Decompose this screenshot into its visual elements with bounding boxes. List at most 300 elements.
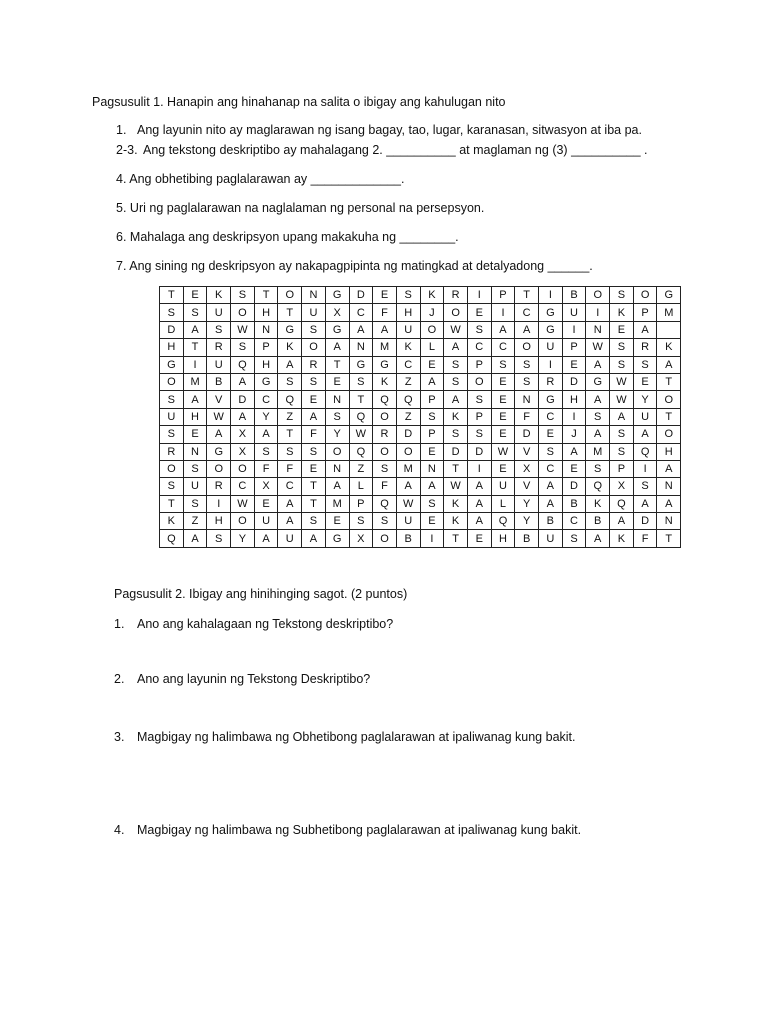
word-search-cell: W	[444, 478, 468, 495]
word-search-cell: M	[373, 339, 397, 356]
test1-item-1	[116, 122, 642, 138]
word-search-cell: N	[420, 460, 444, 477]
item-text: Ang layunin nito ay maglarawan ng isang bagay, tao, lugar, karanasan, sitwasyon at iba pa.	[137, 123, 642, 137]
word-search-cell: E	[491, 426, 515, 443]
word-search-cell: B	[562, 287, 586, 304]
word-search-cell: S	[420, 408, 444, 425]
word-search-cell: S	[633, 356, 657, 373]
word-search-cell: U	[302, 304, 326, 321]
word-search-cell: P	[467, 408, 491, 425]
item-number: 1.	[116, 123, 127, 137]
word-search-cell: E	[420, 356, 444, 373]
word-search-cell: K	[657, 339, 681, 356]
word-search-cell: S	[231, 339, 255, 356]
word-search-cell: O	[373, 408, 397, 425]
word-search-cell: A	[610, 513, 634, 530]
word-search-cell: E	[325, 373, 349, 390]
word-search-cell: R	[302, 356, 326, 373]
word-search-cell: A	[183, 391, 207, 408]
word-search-cell: S	[491, 356, 515, 373]
word-search-cell: T	[278, 426, 302, 443]
word-search-cell: U	[491, 478, 515, 495]
word-search-cell: Z	[183, 513, 207, 530]
word-search-cell: A	[657, 495, 681, 512]
word-search-cell: G	[657, 287, 681, 304]
word-search-cell: B	[586, 513, 610, 530]
word-search-cell: C	[539, 408, 563, 425]
word-search-cell: P	[491, 287, 515, 304]
word-search-cell: X	[325, 304, 349, 321]
word-search-cell: S	[325, 408, 349, 425]
word-search-cell: N	[586, 321, 610, 338]
word-search-cell: A	[586, 530, 610, 547]
word-search-cell: Y	[515, 513, 539, 530]
word-search-cell: X	[349, 530, 373, 547]
word-search-cell: R	[444, 287, 468, 304]
word-search-cell: A	[420, 373, 444, 390]
word-search-cell: S	[302, 321, 326, 338]
test1-item-4	[116, 171, 404, 187]
word-search-cell: E	[491, 391, 515, 408]
word-search-cell: P	[349, 495, 373, 512]
word-search-cell: O	[420, 321, 444, 338]
item-text: Uri ng paglalarawan na naglalaman ng personal na persepsyon.	[129, 201, 485, 215]
word-search-cell: S	[467, 321, 491, 338]
word-search-cell: S	[610, 287, 634, 304]
word-search-cell: W	[231, 495, 255, 512]
word-search-cell: L	[420, 339, 444, 356]
word-search-cell: T	[657, 373, 681, 390]
word-search-cell: P	[562, 339, 586, 356]
word-search-cell: M	[657, 304, 681, 321]
word-search-cell: A	[562, 443, 586, 460]
word-search-cell: A	[444, 391, 468, 408]
word-search-cell: A	[373, 321, 397, 338]
word-search-cell: M	[183, 373, 207, 390]
word-search-cell: E	[491, 408, 515, 425]
item-number: 4.	[116, 172, 127, 186]
word-search-cell: S	[278, 373, 302, 390]
word-search-cell: N	[325, 460, 349, 477]
word-search-cell: G	[586, 373, 610, 390]
word-search-cell: Q	[349, 408, 373, 425]
word-search-cell: G	[325, 287, 349, 304]
word-search-cell: T	[254, 287, 278, 304]
word-search-cell: E	[491, 460, 515, 477]
word-search-cell: S	[302, 443, 326, 460]
word-search-cell: U	[562, 304, 586, 321]
word-search-cell: A	[207, 426, 231, 443]
word-search-cell: N	[515, 391, 539, 408]
word-search-cell: E	[302, 460, 326, 477]
word-search-cell: T	[444, 530, 468, 547]
word-search-row	[160, 460, 681, 477]
word-search-cell: S	[183, 304, 207, 321]
word-search-cell: A	[278, 356, 302, 373]
word-search-cell: C	[396, 356, 420, 373]
word-search-cell: O	[373, 530, 397, 547]
test2-item-3	[114, 729, 576, 745]
word-search-cell: R	[633, 339, 657, 356]
word-search-cell: G	[254, 373, 278, 390]
word-search-cell: A	[278, 495, 302, 512]
word-search-cell: A	[633, 426, 657, 443]
word-search-cell: Q	[373, 391, 397, 408]
word-search-cell: N	[183, 443, 207, 460]
item-text: Magbigay ng halimbawa ng Subhetibong paglalarawan at ipaliwanag kung bakit.	[137, 823, 582, 837]
word-search-cell: Q	[633, 443, 657, 460]
word-search-cell: P	[420, 426, 444, 443]
word-search-cell: E	[467, 304, 491, 321]
word-search-cell: U	[254, 513, 278, 530]
word-search-cell: I	[420, 530, 444, 547]
word-search-cell: E	[610, 321, 634, 338]
test1-item-2-3	[116, 142, 648, 158]
word-search-cell: S	[539, 443, 563, 460]
word-search-cell: P	[610, 460, 634, 477]
word-search-row	[160, 391, 681, 408]
word-search-cell: S	[515, 373, 539, 390]
word-search-row	[160, 287, 681, 304]
word-search-cell: I	[633, 460, 657, 477]
word-search-cell: H	[254, 356, 278, 373]
word-search-cell: O	[302, 339, 326, 356]
word-search-cell: U	[160, 408, 184, 425]
word-search-row	[160, 356, 681, 373]
word-search-cell: O	[325, 443, 349, 460]
word-search-cell: T	[183, 339, 207, 356]
word-search-cell: X	[515, 460, 539, 477]
word-search-cell: A	[491, 321, 515, 338]
word-search-cell: N	[254, 321, 278, 338]
word-search-cell: Y	[325, 426, 349, 443]
word-search-cell: O	[396, 443, 420, 460]
word-search-cell: D	[396, 426, 420, 443]
word-search-cell: K	[396, 339, 420, 356]
word-search-cell: D	[515, 426, 539, 443]
word-search-cell: A	[633, 495, 657, 512]
word-search-cell: T	[302, 478, 326, 495]
word-search-cell: U	[633, 408, 657, 425]
word-search-cell: A	[302, 408, 326, 425]
word-search-cell: L	[349, 478, 373, 495]
word-search-cell: C	[278, 478, 302, 495]
word-search-cell: E	[183, 287, 207, 304]
word-search-cell: I	[539, 287, 563, 304]
word-search-cell: B	[396, 530, 420, 547]
word-search-cell: G	[325, 321, 349, 338]
word-search-cell: G	[325, 530, 349, 547]
item-text: Ang tekstong deskriptibo ay mahalagang 2. __________ at maglaman ng (3) __________ .	[143, 143, 648, 157]
word-search-cell: C	[254, 391, 278, 408]
word-search-cell: T	[349, 391, 373, 408]
item-number: 2-3.	[116, 143, 138, 157]
word-search-cell: A	[586, 391, 610, 408]
word-search-cell: E	[539, 426, 563, 443]
word-search-cell: V	[515, 478, 539, 495]
word-search-cell: S	[586, 460, 610, 477]
word-search-cell: I	[183, 356, 207, 373]
word-search-grid	[159, 286, 681, 548]
word-search-cell: H	[491, 530, 515, 547]
item-number: 7.	[116, 259, 127, 273]
word-search-cell: T	[657, 530, 681, 547]
word-search-cell: U	[183, 478, 207, 495]
word-search-cell: A	[657, 356, 681, 373]
word-search-cell: Q	[396, 391, 420, 408]
word-search-cell: Y	[231, 530, 255, 547]
test1-item-5	[116, 200, 484, 216]
word-search-cell: S	[160, 304, 184, 321]
word-search-cell: T	[302, 495, 326, 512]
word-search-cell: D	[562, 373, 586, 390]
word-search-cell: S	[302, 373, 326, 390]
word-search-cell	[657, 321, 681, 338]
word-search-cell: E	[633, 373, 657, 390]
test2-item-2	[114, 671, 370, 687]
word-search-cell: Q	[373, 495, 397, 512]
word-search-cell: X	[231, 426, 255, 443]
word-search-cell: I	[586, 304, 610, 321]
word-search-cell: C	[562, 513, 586, 530]
word-search-cell: F	[373, 304, 397, 321]
word-search-cell: P	[467, 356, 491, 373]
word-search-cell: S	[610, 339, 634, 356]
word-search-cell: F	[278, 460, 302, 477]
word-search-cell: W	[396, 495, 420, 512]
item-text: Ang obhetibing paglalarawan ay _____________.	[129, 172, 405, 186]
word-search-row	[160, 321, 681, 338]
word-search-cell: N	[657, 513, 681, 530]
word-search-cell: W	[610, 373, 634, 390]
word-search-cell: N	[302, 287, 326, 304]
word-search-cell: A	[467, 513, 491, 530]
word-search-cell: E	[562, 356, 586, 373]
word-search-cell: E	[420, 513, 444, 530]
word-search-cell: F	[302, 426, 326, 443]
word-search-cell: H	[207, 513, 231, 530]
word-search-cell: C	[467, 339, 491, 356]
test2-title: Pagsusulit 2. Ibigay ang hinihinging sagot. (2 puntos)	[114, 587, 408, 601]
word-search-cell: L	[491, 495, 515, 512]
word-search-cell: B	[539, 513, 563, 530]
word-search-cell: S	[254, 443, 278, 460]
word-search-cell: T	[325, 356, 349, 373]
word-search-cell: B	[515, 530, 539, 547]
word-search-cell: S	[610, 443, 634, 460]
item-number: 3.	[114, 730, 125, 744]
word-search-row	[160, 304, 681, 321]
word-search-cell: C	[231, 478, 255, 495]
item-number: 6.	[116, 230, 127, 244]
word-search-cell: M	[586, 443, 610, 460]
word-search-cell: Q	[160, 530, 184, 547]
word-search-cell: O	[444, 304, 468, 321]
word-search-cell: R	[207, 339, 231, 356]
word-search-cell: A	[444, 339, 468, 356]
word-search-cell: K	[444, 408, 468, 425]
word-search-row	[160, 513, 681, 530]
item-text: Ang sining ng deskripsyon ay nakapagpipinta ng matingkad at detalyadong ______.	[129, 259, 593, 273]
word-search-cell: A	[467, 478, 491, 495]
word-search-cell: H	[254, 304, 278, 321]
word-search-cell: T	[278, 304, 302, 321]
word-search-cell: S	[278, 443, 302, 460]
word-search-cell: S	[373, 513, 397, 530]
word-search-cell: P	[254, 339, 278, 356]
word-search-cell: A	[278, 513, 302, 530]
word-search-cell: O	[657, 391, 681, 408]
word-search-cell: U	[539, 530, 563, 547]
word-search-cell: X	[231, 443, 255, 460]
word-search-cell: I	[467, 287, 491, 304]
word-search-cell: O	[231, 304, 255, 321]
word-search-cell: S	[207, 321, 231, 338]
word-search-cell: F	[373, 478, 397, 495]
word-search-cell: O	[467, 373, 491, 390]
word-search-cell: R	[539, 373, 563, 390]
item-text: Ano ang layunin ng Tekstong Deskriptibo?	[137, 672, 371, 686]
word-search-cell: S	[467, 426, 491, 443]
word-search-row	[160, 339, 681, 356]
word-search-row	[160, 478, 681, 495]
word-search-cell: Z	[278, 408, 302, 425]
word-search-cell: K	[278, 339, 302, 356]
word-search-row	[160, 495, 681, 512]
word-search-cell: B	[562, 495, 586, 512]
word-search-cell: A	[325, 339, 349, 356]
word-search-cell: S	[160, 426, 184, 443]
word-search-cell: U	[396, 513, 420, 530]
word-search-cell: A	[349, 321, 373, 338]
word-search-cell: C	[515, 304, 539, 321]
word-search-cell: F	[515, 408, 539, 425]
word-search-cell: D	[231, 391, 255, 408]
word-search-row	[160, 373, 681, 390]
word-search-cell: X	[254, 478, 278, 495]
word-search-cell: D	[562, 478, 586, 495]
word-search-cell: A	[183, 321, 207, 338]
word-search-cell: K	[444, 513, 468, 530]
word-search-cell: S	[373, 460, 397, 477]
word-search-cell: R	[373, 426, 397, 443]
word-search-cell: C	[539, 460, 563, 477]
item-number: 4.	[114, 823, 125, 837]
word-search-cell: O	[231, 460, 255, 477]
word-search-cell: E	[254, 495, 278, 512]
word-search-cell: K	[444, 495, 468, 512]
word-search-cell: A	[420, 478, 444, 495]
word-search-cell: O	[373, 443, 397, 460]
word-search-cell: A	[467, 495, 491, 512]
word-search-cell: S	[444, 373, 468, 390]
word-search-cell: Q	[278, 391, 302, 408]
word-search-cell: J	[562, 426, 586, 443]
word-search-cell: H	[657, 443, 681, 460]
word-search-cell: E	[467, 530, 491, 547]
word-search-cell: S	[444, 356, 468, 373]
word-search-cell: H	[183, 408, 207, 425]
item-text: Magbigay ng halimbawa ng Obhetibong paglalarawan at ipaliwanag kung bakit.	[137, 730, 576, 744]
word-search-cell: G	[278, 321, 302, 338]
word-search-cell: G	[160, 356, 184, 373]
word-search-cell: N	[325, 391, 349, 408]
word-search-cell: S	[467, 391, 491, 408]
word-search-cell: O	[586, 287, 610, 304]
word-search-cell: Z	[396, 373, 420, 390]
word-search-cell: M	[396, 460, 420, 477]
word-search-cell: V	[515, 443, 539, 460]
word-search-cell: I	[491, 304, 515, 321]
word-search-cell: R	[160, 443, 184, 460]
word-search-cell: A	[586, 426, 610, 443]
word-search-cell: Q	[231, 356, 255, 373]
word-search-cell: E	[373, 287, 397, 304]
word-search-cell: W	[491, 443, 515, 460]
item-text: Ano ang kahalagaan ng Tekstong deskriptibo?	[137, 617, 394, 631]
word-search-cell: S	[160, 391, 184, 408]
word-search-cell: D	[633, 513, 657, 530]
word-search-cell: W	[586, 339, 610, 356]
item-number: 2.	[114, 672, 125, 686]
word-search-cell: E	[183, 426, 207, 443]
word-search-cell: E	[562, 460, 586, 477]
word-search-cell: P	[420, 391, 444, 408]
word-search-cell: A	[325, 478, 349, 495]
word-search-cell: S	[231, 287, 255, 304]
word-search-cell: A	[657, 460, 681, 477]
word-search-row	[160, 426, 681, 443]
word-search-cell: K	[610, 530, 634, 547]
word-search-cell: I	[562, 408, 586, 425]
item-text: Mahalaga ang deskripsyon upang makakuha ng ________.	[129, 230, 459, 244]
word-search-cell: A	[231, 373, 255, 390]
word-search-cell: O	[278, 287, 302, 304]
word-search-cell: A	[633, 321, 657, 338]
word-search-cell: S	[183, 495, 207, 512]
word-search-cell: W	[610, 391, 634, 408]
word-search-cell: U	[278, 530, 302, 547]
word-search-cell: N	[657, 478, 681, 495]
word-search-cell: S	[349, 373, 373, 390]
word-search-cell: P	[633, 304, 657, 321]
word-search-cell: T	[160, 287, 184, 304]
test2-item-1	[114, 616, 393, 632]
word-search-row	[160, 408, 681, 425]
word-search-cell: Q	[491, 513, 515, 530]
word-search-cell: A	[231, 408, 255, 425]
word-search-cell: O	[231, 513, 255, 530]
test1-item-7	[116, 258, 593, 274]
word-search-cell: O	[160, 460, 184, 477]
word-search-cell: S	[633, 478, 657, 495]
word-search-cell: D	[349, 287, 373, 304]
word-search-cell: U	[396, 321, 420, 338]
word-search-cell: G	[539, 391, 563, 408]
word-search-cell: Q	[349, 443, 373, 460]
word-search-cell: K	[610, 304, 634, 321]
word-search-cell: Q	[586, 478, 610, 495]
word-search-cell: A	[586, 356, 610, 373]
word-search-cell: S	[302, 513, 326, 530]
word-search-cell: E	[491, 373, 515, 390]
word-search-cell: H	[562, 391, 586, 408]
word-search-cell: G	[539, 304, 563, 321]
word-search-cell: T	[444, 460, 468, 477]
word-search-cell: E	[302, 391, 326, 408]
word-search-cell: I	[207, 495, 231, 512]
word-search-cell: V	[207, 391, 231, 408]
